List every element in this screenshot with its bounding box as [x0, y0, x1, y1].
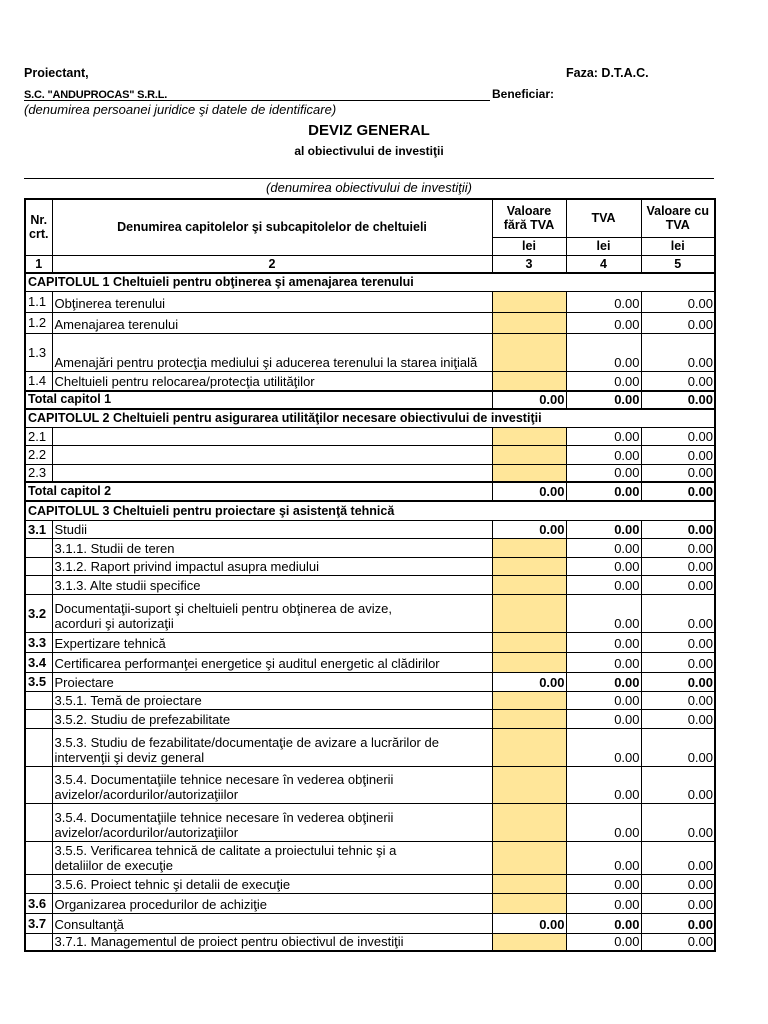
- col-header-nr: Nr. crt.: [25, 199, 52, 255]
- value-no-vat-input[interactable]: [492, 632, 566, 652]
- col-header-value-with-vat: Valoare cu TVA: [641, 199, 715, 237]
- table-row: [25, 520, 715, 538]
- value-no-vat-input[interactable]: [492, 333, 566, 371]
- table-row: [25, 652, 715, 672]
- vat-value: 0.00: [566, 728, 641, 766]
- value-no-vat-input[interactable]: [492, 803, 566, 841]
- value-no-vat-input[interactable]: [492, 766, 566, 803]
- total-value-no-vat: 0.00: [492, 391, 566, 409]
- table-row: [25, 672, 715, 691]
- document-title: DEVIZ GENERAL: [308, 122, 430, 139]
- value-with-vat: 0.00: [641, 913, 715, 933]
- value-with-vat: 0.00: [641, 672, 715, 691]
- table-row: [25, 333, 715, 371]
- value-with-vat: 0.00: [641, 427, 715, 445]
- row-nr: 2.2: [25, 445, 52, 464]
- value-no-vat-input[interactable]: [492, 841, 566, 874]
- value-no-vat-input[interactable]: [492, 538, 566, 557]
- value-no-vat-input[interactable]: [492, 691, 566, 709]
- subitem-row: [25, 933, 715, 951]
- vat-value: 0.00: [566, 333, 641, 371]
- value-no-vat-input[interactable]: [492, 312, 566, 333]
- row-name: 3.1.3. Alte studii specifice: [52, 575, 492, 594]
- row-nr: 1.1: [25, 291, 52, 312]
- row-name: 3.5.4. Documentaţiile tehnice necesare în vederea obţinerii avizelor/acordurilor/autorizaţiilor: [52, 766, 492, 803]
- row-nr: 3.7: [25, 913, 52, 933]
- value-with-vat: 0.00: [641, 520, 715, 538]
- total-vat-value: 0.00: [566, 482, 641, 501]
- table-body: [25, 273, 715, 951]
- value-no-vat-input[interactable]: [492, 427, 566, 445]
- table-header: [25, 199, 715, 273]
- row-nr: 3.2: [25, 594, 52, 632]
- table-row: [25, 291, 715, 312]
- row-nr: [25, 691, 52, 709]
- value-no-vat-input[interactable]: [492, 371, 566, 391]
- table-row: [25, 312, 715, 333]
- vat-value: 0.00: [566, 652, 641, 672]
- chapter-title: CAPITOLUL 2 Cheltuieli pentru asigurarea utilităţilor necesare obiectivului de investiţii: [25, 409, 715, 427]
- value-no-vat-input[interactable]: [492, 709, 566, 728]
- row-nr: [25, 557, 52, 575]
- column-number: 5: [641, 255, 715, 273]
- row-name: Documentaţii-suport şi cheltuieli pentru obţinerea de avize, acorduri şi autorizaţii: [52, 594, 492, 632]
- row-nr: [25, 728, 52, 766]
- value-with-vat: 0.00: [641, 803, 715, 841]
- chapter-title: CAPITOLUL 1 Cheltuieli pentru obţinerea şi amenajarea terenului: [25, 273, 715, 291]
- row-nr: [25, 575, 52, 594]
- value-with-vat: 0.00: [641, 371, 715, 391]
- value-no-vat: 0.00: [492, 672, 566, 691]
- designer-label: Proiectant,: [24, 66, 89, 80]
- value-with-vat: 0.00: [641, 333, 715, 371]
- column-number: 2: [52, 255, 492, 273]
- row-nr: 3.3: [25, 632, 52, 652]
- value-with-vat: 0.00: [641, 691, 715, 709]
- vat-value: 0.00: [566, 691, 641, 709]
- vat-value: 0.00: [566, 575, 641, 594]
- row-nr: 2.3: [25, 464, 52, 482]
- row-name: 3.1.2. Raport privind impactul asupra mediului: [52, 557, 492, 575]
- row-nr: [25, 933, 52, 951]
- vat-value: 0.00: [566, 520, 641, 538]
- vat-value: 0.00: [566, 874, 641, 893]
- value-no-vat-input[interactable]: [492, 445, 566, 464]
- vat-value: 0.00: [566, 312, 641, 333]
- row-nr: 3.4: [25, 652, 52, 672]
- vat-value: 0.00: [566, 766, 641, 803]
- row-name: Consultanţă: [52, 913, 492, 933]
- designer-name-underline: [24, 85, 490, 101]
- row-nr: [25, 766, 52, 803]
- table-row: [25, 371, 715, 391]
- beneficiary-label: Beneficiar:: [492, 87, 555, 101]
- total-row: [25, 391, 715, 409]
- value-with-vat: 0.00: [641, 291, 715, 312]
- column-number-row: [25, 255, 715, 273]
- vat-value: 0.00: [566, 913, 641, 933]
- vat-value: 0.00: [566, 672, 641, 691]
- row-name: Certificarea performanţei energetice şi auditul energetic al clădirilor: [52, 652, 492, 672]
- value-no-vat-input[interactable]: [492, 464, 566, 482]
- designer-name: S.C. "ANDUPROCAS" S.R.L.: [24, 89, 168, 101]
- row-name: Studii: [52, 520, 492, 538]
- vat-value: 0.00: [566, 464, 641, 482]
- value-no-vat-input[interactable]: [492, 594, 566, 632]
- row-name: 3.5.4. Documentaţiile tehnice necesare în vederea obţinerii avizelor/acordurilor/autorizaţiilor: [52, 803, 492, 841]
- col-header-value-no-vat: Valoare fără TVA: [492, 199, 566, 237]
- row-name: 3.1.1. Studii de teren: [52, 538, 492, 557]
- total-value-no-vat: 0.00: [492, 482, 566, 501]
- row-name: [52, 464, 492, 482]
- subitem-row: [25, 575, 715, 594]
- value-with-vat: 0.00: [641, 464, 715, 482]
- value-with-vat: 0.00: [641, 893, 715, 913]
- unit-label-vat: lei: [566, 237, 641, 255]
- subitem-row: [25, 691, 715, 709]
- column-number: 3: [492, 255, 566, 273]
- total-label: Total capitol 2: [25, 482, 492, 501]
- total-vat-value: 0.00: [566, 391, 641, 409]
- objective-note: (denumirea obiectivului de investiţii): [266, 180, 472, 195]
- value-no-vat: 0.00: [492, 520, 566, 538]
- header-row: [25, 199, 715, 237]
- value-no-vat-input[interactable]: [492, 291, 566, 312]
- value-with-vat: 0.00: [641, 841, 715, 874]
- row-nr: [25, 538, 52, 557]
- row-name: [52, 445, 492, 464]
- vat-value: 0.00: [566, 709, 641, 728]
- table-row: [25, 594, 715, 632]
- row-name: 3.5.2. Studiu de prefezabilitate: [52, 709, 492, 728]
- vat-value: 0.00: [566, 893, 641, 913]
- subitem-row: [25, 803, 715, 841]
- row-nr: [25, 709, 52, 728]
- col-header-vat: TVA: [566, 199, 641, 237]
- row-nr: 1.2: [25, 312, 52, 333]
- row-name: 3.5.6. Proiect tehnic şi detalii de execuţie: [52, 874, 492, 893]
- value-with-vat: 0.00: [641, 766, 715, 803]
- row-name: 3.5.1. Temă de proiectare: [52, 691, 492, 709]
- value-no-vat-input[interactable]: [492, 557, 566, 575]
- row-name: Amenajarea terenului: [52, 312, 492, 333]
- row-name: Obţinerea terenului: [52, 291, 492, 312]
- column-number: 4: [566, 255, 641, 273]
- value-with-vat: 0.00: [641, 445, 715, 464]
- value-with-vat: 0.00: [641, 557, 715, 575]
- row-name: Proiectare: [52, 672, 492, 691]
- row-name: Expertizare tehnică: [52, 632, 492, 652]
- value-with-vat: 0.00: [641, 312, 715, 333]
- value-with-vat: 0.00: [641, 594, 715, 632]
- row-nr: [25, 841, 52, 874]
- value-no-vat-input[interactable]: [492, 893, 566, 913]
- vat-value: 0.00: [566, 594, 641, 632]
- subitem-row: [25, 557, 715, 575]
- chapter-row: [25, 409, 715, 427]
- row-nr: [25, 803, 52, 841]
- designer-note: (denumirea persoanei juridice şi datele de identificare): [24, 102, 337, 117]
- objective-name-line: [24, 178, 714, 179]
- vat-value: 0.00: [566, 538, 641, 557]
- deviz-general-table: [24, 198, 716, 952]
- total-row: [25, 482, 715, 501]
- row-nr: 3.6: [25, 893, 52, 913]
- table-row: [25, 445, 715, 464]
- chapter-title: CAPITOLUL 3 Cheltuieli pentru proiectare şi asistenţă tehnică: [25, 501, 715, 520]
- subitem-row: [25, 538, 715, 557]
- value-no-vat-input[interactable]: [492, 728, 566, 766]
- row-nr: [25, 874, 52, 893]
- value-with-vat: 0.00: [641, 709, 715, 728]
- subitem-row: [25, 874, 715, 893]
- row-name: 3.5.3. Studiu de fezabilitate/documentaţie de avizare a lucrărilor de intervenţii şi deviz general: [52, 728, 492, 766]
- value-with-vat: 0.00: [641, 575, 715, 594]
- vat-value: 0.00: [566, 427, 641, 445]
- row-name: 3.7.1. Managementul de proiect pentru obiectivul de investiţii: [52, 933, 492, 951]
- vat-value: 0.00: [566, 841, 641, 874]
- unit-label-value-no-vat: lei: [492, 237, 566, 255]
- column-number: 1: [25, 255, 52, 273]
- table-row: [25, 632, 715, 652]
- subitem-row: [25, 766, 715, 803]
- row-name: Amenajări pentru protecţia mediului şi aducerea terenului la starea iniţială: [52, 333, 492, 371]
- value-with-vat: 0.00: [641, 874, 715, 893]
- total-value-with-vat: 0.00: [641, 391, 715, 409]
- vat-value: 0.00: [566, 632, 641, 652]
- chapter-row: [25, 501, 715, 520]
- total-value-with-vat: 0.00: [641, 482, 715, 501]
- value-with-vat: 0.00: [641, 933, 715, 951]
- row-name: Organizarea procedurilor de achiziţie: [52, 893, 492, 913]
- row-nr: 3.1: [25, 520, 52, 538]
- row-name: [52, 427, 492, 445]
- value-with-vat: 0.00: [641, 632, 715, 652]
- subitem-row: [25, 709, 715, 728]
- row-nr: 1.3: [25, 333, 52, 371]
- row-nr: 2.1: [25, 427, 52, 445]
- col-header-name: Denumirea capitolelor şi subcapitolelor de cheltuieli: [52, 199, 492, 255]
- value-with-vat: 0.00: [641, 652, 715, 672]
- row-name: 3.5.5. Verificarea tehnică de calitate a proiectului tehnic şi a detaliilor de execuţie: [52, 841, 492, 874]
- vat-value: 0.00: [566, 933, 641, 951]
- value-no-vat-input[interactable]: [492, 933, 566, 951]
- vat-value: 0.00: [566, 371, 641, 391]
- table-row: [25, 893, 715, 913]
- table-row: [25, 464, 715, 482]
- unit-label-value-with-vat: lei: [641, 237, 715, 255]
- vat-value: 0.00: [566, 557, 641, 575]
- vat-value: 0.00: [566, 291, 641, 312]
- subitem-row: [25, 841, 715, 874]
- row-nr: 1.4: [25, 371, 52, 391]
- value-no-vat-input[interactable]: [492, 652, 566, 672]
- table-row: [25, 427, 715, 445]
- value-no-vat-input[interactable]: [492, 575, 566, 594]
- value-no-vat: 0.00: [492, 913, 566, 933]
- row-nr: 3.5: [25, 672, 52, 691]
- chapter-row: [25, 273, 715, 291]
- row-name: Cheltuieli pentru relocarea/protecţia utilităţilor: [52, 371, 492, 391]
- value-no-vat-input[interactable]: [492, 874, 566, 893]
- vat-value: 0.00: [566, 803, 641, 841]
- total-label: Total capitol 1: [25, 391, 492, 409]
- subitem-row: [25, 728, 715, 766]
- vat-value: 0.00: [566, 445, 641, 464]
- value-with-vat: 0.00: [641, 538, 715, 557]
- table-row: [25, 913, 715, 933]
- value-with-vat: 0.00: [641, 728, 715, 766]
- project-phase: Faza: D.T.A.C.: [566, 66, 649, 80]
- document-subtitle: al obiectivului de investiţii: [294, 144, 444, 158]
